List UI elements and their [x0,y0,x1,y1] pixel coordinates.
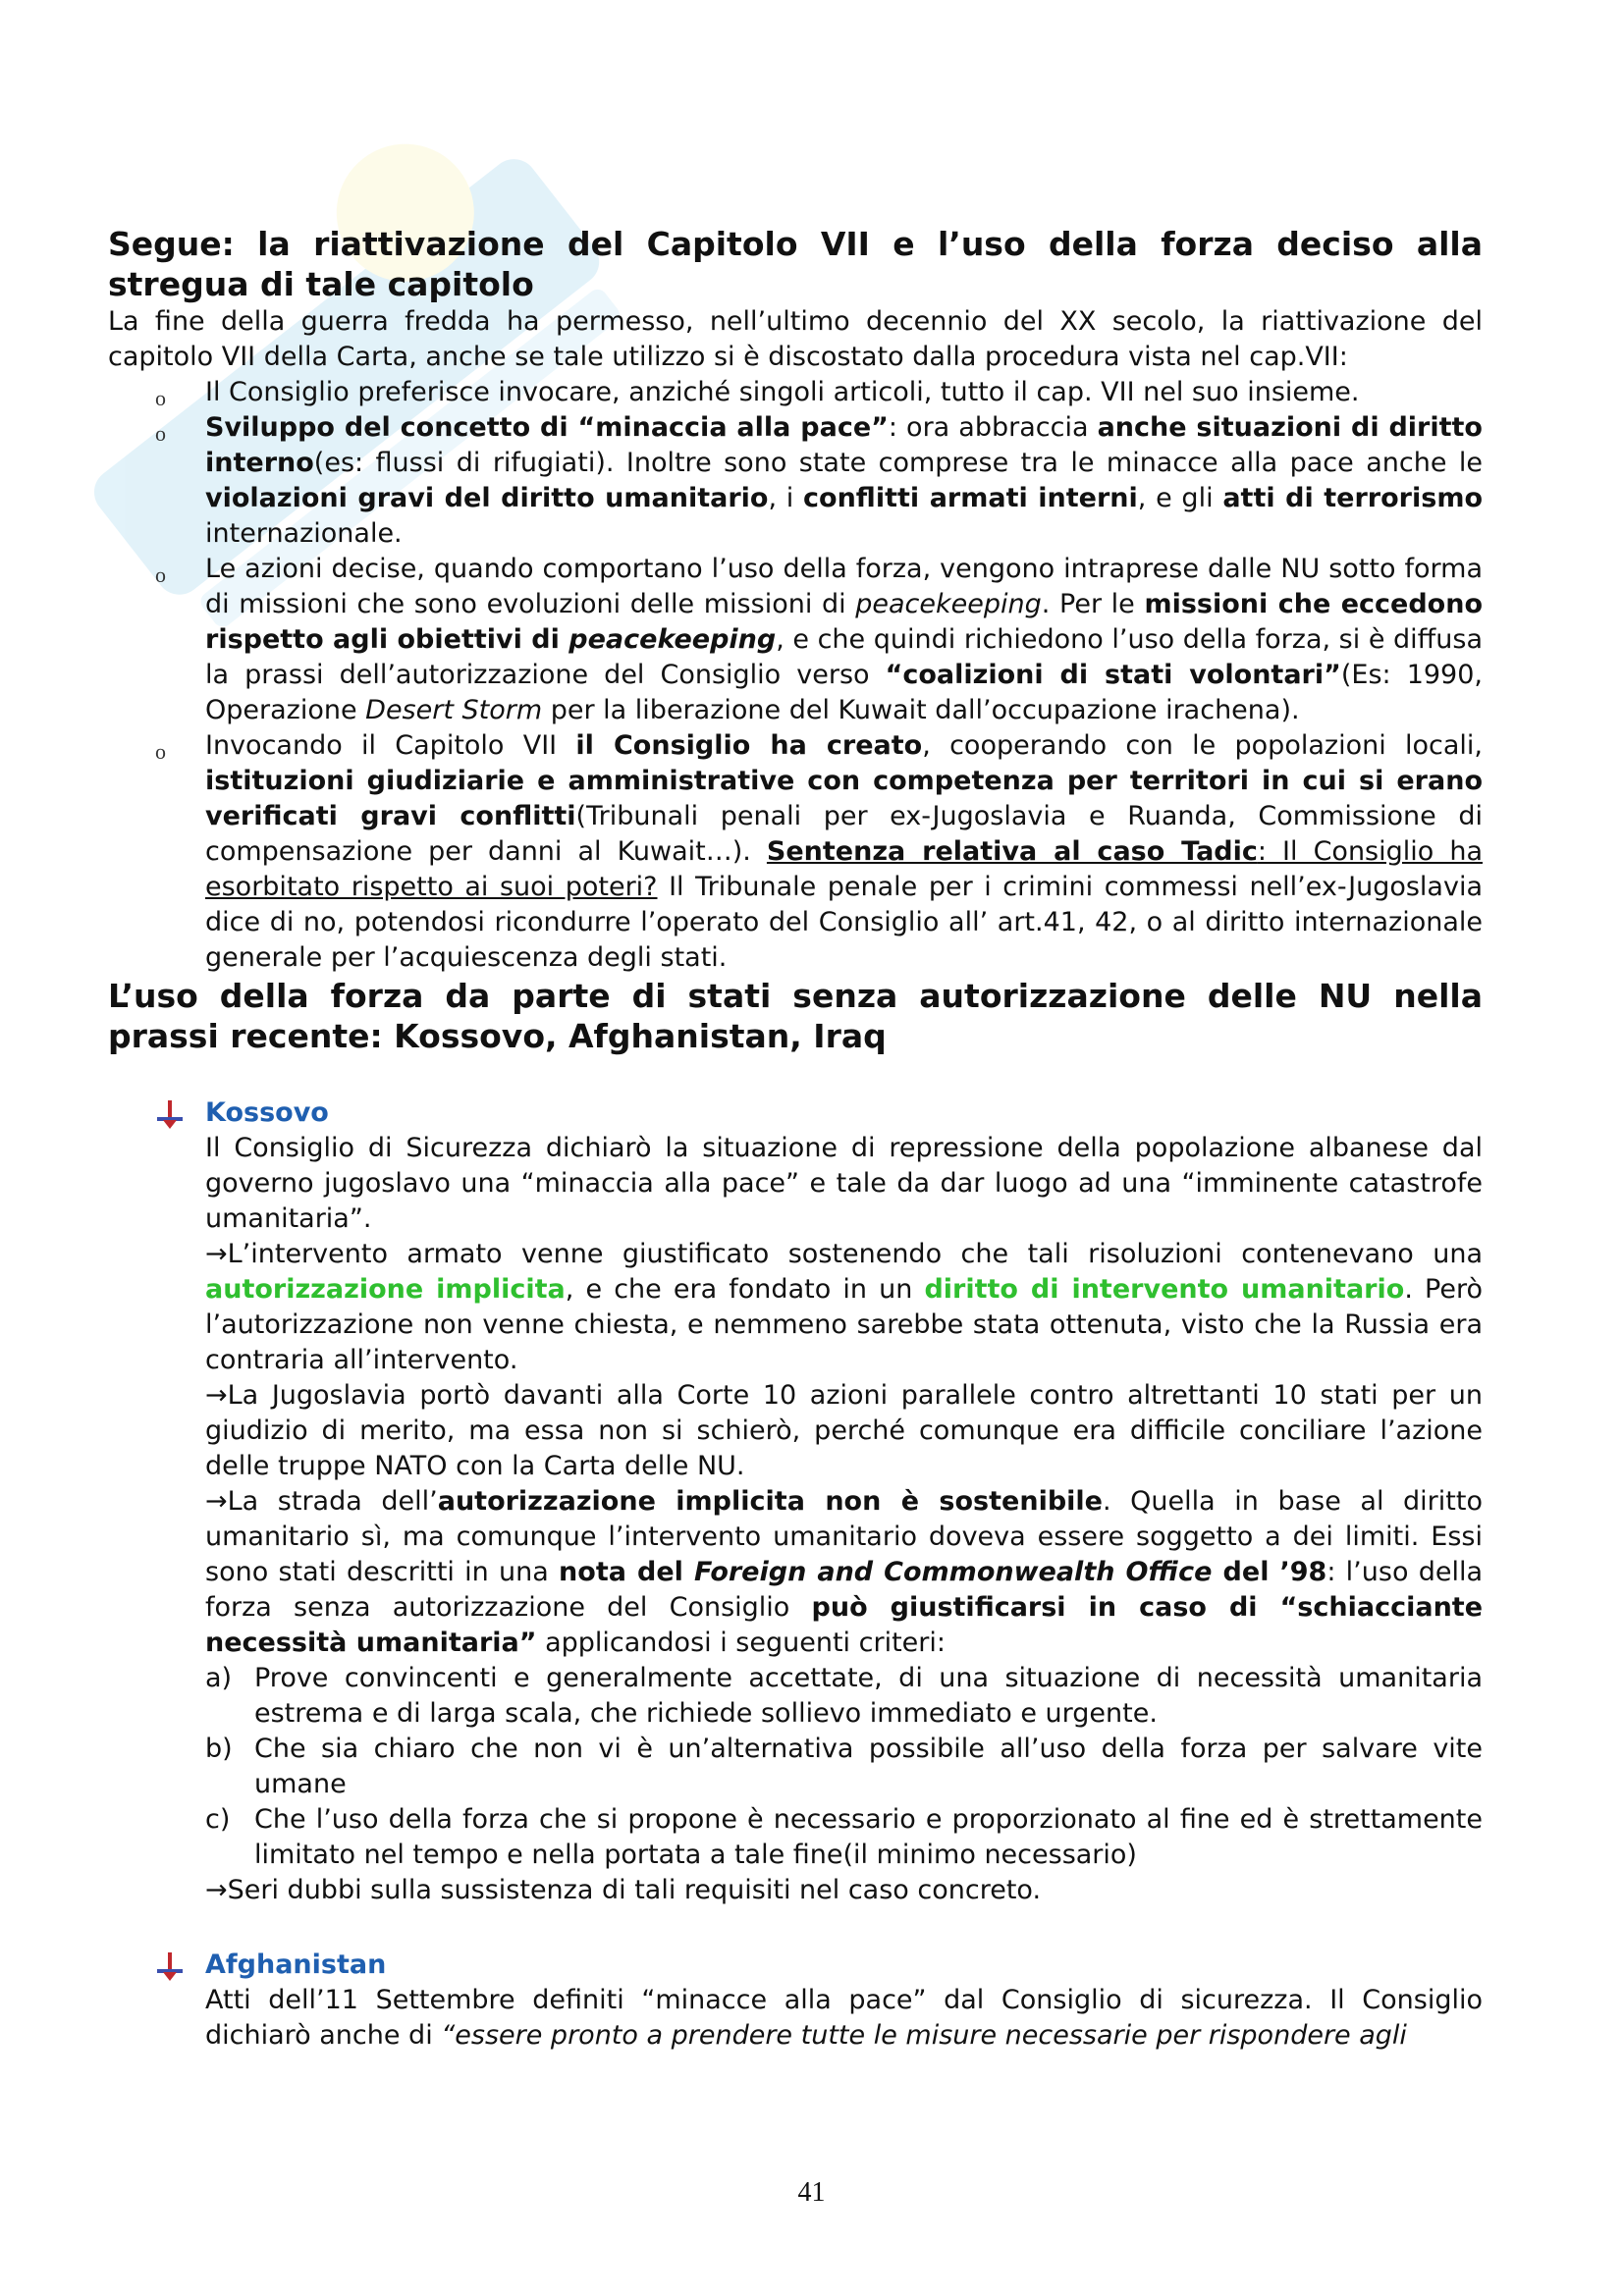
arrow-icon: → [205,1239,228,1269]
arrow-icon: → [205,1875,228,1905]
tadic-case-reference: Sentenza relativa al caso Tadic [766,836,1258,867]
arrow-icon: → [205,1380,228,1411]
circle-bullet-icon: o [155,562,166,587]
list-item: o Il Consiglio preferisce invocare, anziché singoli articoli, tutto il cap. VII nel suo insieme. [108,375,1483,410]
section-afghanistan: Afghanistan Atti dell’11 Settembre definiti “minacce alla pace” dal Consiglio di sicurezza. Il Consiglio dichiarò anche di “essere pronto a prendere tutte le misure necessarie per rispondere agli [108,1948,1483,2054]
criteria-list [205,1661,1483,1873]
arrow-icon: → [205,1486,228,1517]
section-heading-uso-forza: L’uso della forza da parte di stati senza autorizzazione delle NU nella prassi recente: Kossovo, Afghanistan, Iraq [108,977,1483,1055]
circle-bullet-icon: o [155,386,166,410]
document-page [108,224,1483,2054]
list-item: o Invocando il Capitolo VII il Consiglio ha creato, cooperando con le popolazioni locali, istituzioni giudiziarie e amministrative con competenza per territori in cui si erano verificati gravi conflitti(Tribunali penali per ex-Jugoslavia e Ruanda, Commissione di compensazione per danni al Kuwait…). Sentenza relativa al caso Tadic: Il Consiglio ha esorbitato rispetto ai suoi poteri? Il Tribunale penale per i crimini commessi nell’ex-Jugoslavia dice di no, potendosi ricondurre l’operato del Consiglio all’ art.41, 42, o al diritto internazionale generale per l’acquiescenza degli stati. [155,730,1483,973]
criteria-item: c) Che l’uso della forza che si propone è necessario e proporzionato al fine ed è strettamente limitato nel tempo e nella portata a tale fine(il minimo necessario) [205,1804,1483,1870]
arrow-bullet-icon [155,1951,185,1981]
arrow-bullet-icon [155,1099,185,1129]
circle-bullet-icon: o [155,421,166,446]
section-title-kossovo: Kossovo [205,1097,329,1128]
criteria-item: b) Che sia chiaro che non vi è un’alternativa possibile all’uso della forza per salvare vite umane [205,1734,1483,1799]
chapter-vii-list [108,375,1483,976]
section-kossovo: Kossovo Il Consiglio di Sicurezza dichiarò la situazione di repressione della popolazione albanese dal governo jugoslavo una “minaccia alla pace” e tale da dar luogo ad una “imminente catastrofe umanitaria”. →L’intervento armato venne giustificato sostenendo che tali risoluzioni contenevano una autorizzazione implicita, e che era fondato in un diritto di intervento umanitario. Però l’autorizzazione non venne chiesta, e nemmeno sarebbe stata ottenuta, visto che la Russia era contraria all’intervento. →La Jugoslavia portò davanti alla Corte 10 azioni parallele contro altrettanti 10 stati per un giudizio di merito, ma essa non si schierò, perché comunque era difficile conciliare l’azione delle truppe NATO con la Carta delle NU. →La strada dell’autorizzazione implicita non è sostenibile. Quella in base al diritto umanitario sì, ma comunque l’intervento umanitario doveva essere soggetto a dei limiti. Essi sono stati descritti in una nota del Foreign and Commonwealth Office del ’98: l’uso della forza senza autorizzazione del Consiglio può giustificarsi in caso di “schiacciante necessità umanitaria” applicandosi i seguenti criteri: a) Prove convincenti e generalmente accettate, di una situazione di necessità umanitaria estrema e di larga scala, che richiede sollievo immediato e urgente. b) Che sia chiaro che non vi è un’alternativa possibile all’uso della forza per salvare vite umane c) Che l’uso della forza che si propone è necessario e proporzionato al fine ed è strettamente limitato nel tempo e nella portata a tale fine(il minimo necessario) →Seri dubbi sulla sussistenza di tali requisiti nel caso concreto. [108,1095,1483,1908]
intro-paragraph: La fine della guerra fredda ha permesso, nell’ultimo decennio del XX secolo, la riattivazione del capitolo VII della Carta, anche se tale utilizzo si è discostato dalla procedura vista nel cap.VII: [108,306,1483,372]
circle-bullet-icon: o [155,739,166,764]
section-title-afghanistan: Afghanistan [205,1949,387,1980]
list-item: o Sviluppo del concetto di “minaccia alla pace”: ora abbraccia anche situazioni di diritto interno(es: flussi di rifugiati). Inoltre sono state comprese tra le minacce alla pace anche le violazioni gravi del diritto umanitario, i conflitti armati interni, e gli atti di terrorismo internazionale. [155,412,1483,549]
list-item: o Le azioni decise, quando comportano l’uso della forza, vengono intraprese dalle NU sotto forma di missioni che sono evoluzioni delle missioni di peacekeeping. Per le missioni che eccedono rispetto agli obiettivi di peacekeeping, e che quindi richiedono l’uso della forza, si è diffusa la prassi dell’autorizzazione del Consiglio verso “coalizioni di stati volontari”(Es: 1990, Operazione Desert Storm per la liberazione del Kuwait dall’occupazione irachena). [155,554,1484,725]
criteria-item: a) Prove convincenti e generalmente accettate, di una situazione di necessità umanitaria estrema e di larga scala, che richiede sollievo immediato e urgente. [205,1663,1483,1729]
section-heading-capitolo-vii: Segue: la riattivazione del Capitolo VII e l’uso della forza deciso alla stregua di tale capitolo [108,225,1483,303]
page-number: 41 [797,2177,826,2208]
